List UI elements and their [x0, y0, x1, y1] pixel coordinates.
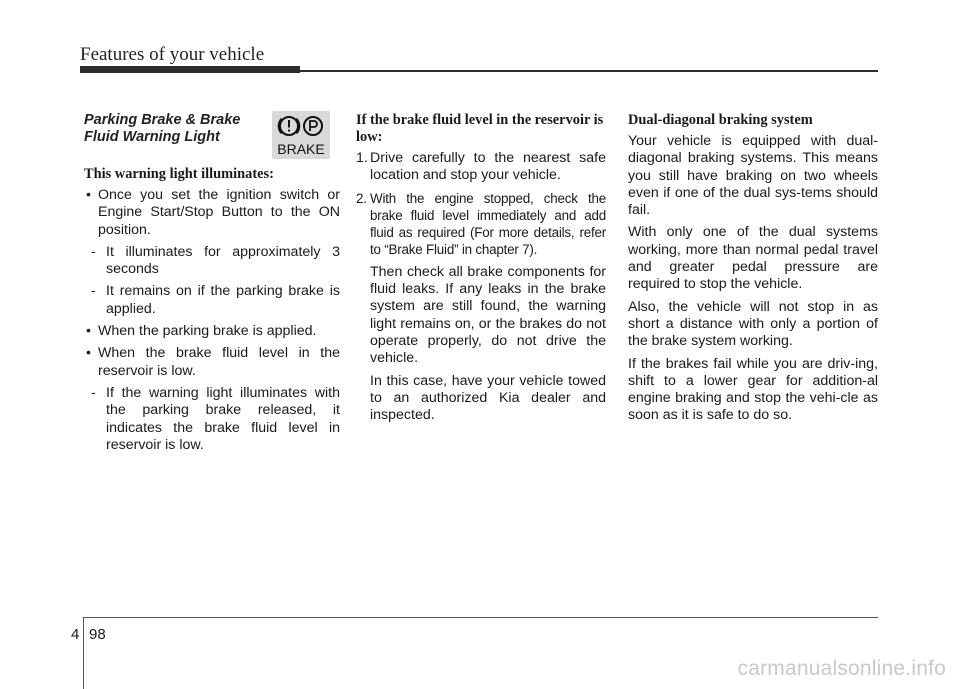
page-header-title: Features of your vehicle — [80, 44, 265, 65]
sub-item-parking-applied: - It remains on if the parking brake is applied. — [91, 283, 340, 317]
para-one-system: With only one of the dual systems working, more than normal pedal travel and greater pedal pressure are required to stop the vehicle. — [628, 224, 878, 293]
footer-vertical-rule — [83, 617, 84, 689]
watermark-text: carmanualsonline.info — [737, 657, 946, 680]
page-number: 98 — [89, 626, 106, 643]
svg-text:BRAKE: BRAKE — [277, 141, 325, 157]
para-towed: In this case, have your vehicle towed to an authorized Kia dealer and inspected. — [370, 372, 606, 424]
column-right — [628, 112, 878, 430]
section-number: 4 — [71, 626, 80, 643]
column-middle — [356, 112, 606, 429]
heading-fluid-low: If the brake fluid level in the reservoir is low: — [356, 112, 604, 145]
brake-warning-icon — [272, 111, 330, 159]
para-dual-systems: Your vehicle is equipped with dual-diagonal braking systems. This means you still have braking on two wheels even if one of the dual sys-tems should fail. — [628, 133, 878, 219]
bullet-fluid-low: • When the brake fluid level in the reservoir is low. — [84, 345, 340, 380]
sub-item-warning-released: - If the warning light illuminates with the parking brake released, it indicates the brake fluid level in reservoir is low. — [91, 384, 340, 453]
bullet-ignition: • Once you set the ignition switch or Engine Start/Stop Button to the ON position. — [84, 187, 340, 239]
para-stopping-distance: Also, the vehicle will not stop in as short a distance with only a portion of the brake system working. — [628, 298, 878, 350]
header-rule-thin — [300, 70, 878, 72]
step-2: 2. With the engine stopped, check the brake fluid level immediately and add fluid as required (For more details, refer to “Brake Fluid” in chapter 7). — [356, 190, 606, 258]
step-1: 1. Drive carefully to the nearest safe location and stop your vehicle. — [356, 150, 606, 184]
para-check-components: Then check all brake components for fluid leaks. If any leaks in the brake system are still found, the warning light remains on, or the brakes do not operate properly, do not drive the vehicle. — [370, 263, 606, 367]
sub-item-3-seconds: - It illuminates for approximately 3 seconds — [91, 243, 340, 278]
bullet-parking-brake: • When the parking brake is applied. — [84, 323, 340, 340]
subheading-illuminates: This warning light illuminates: — [84, 166, 274, 182]
header-rule-thick — [80, 66, 300, 73]
footer-horizontal-rule — [83, 617, 878, 618]
section-title: Parking Brake & Brake Fluid Warning Light — [84, 112, 241, 145]
heading-dual-diagonal: Dual-diagonal braking system — [628, 112, 813, 128]
para-brakes-fail: If the brakes fail while you are driv-ing, shift to a lower gear for addition-al engine braking and stop the vehi-cle as soon as it is safe to do so. — [628, 355, 878, 424]
column-left — [84, 112, 340, 459]
